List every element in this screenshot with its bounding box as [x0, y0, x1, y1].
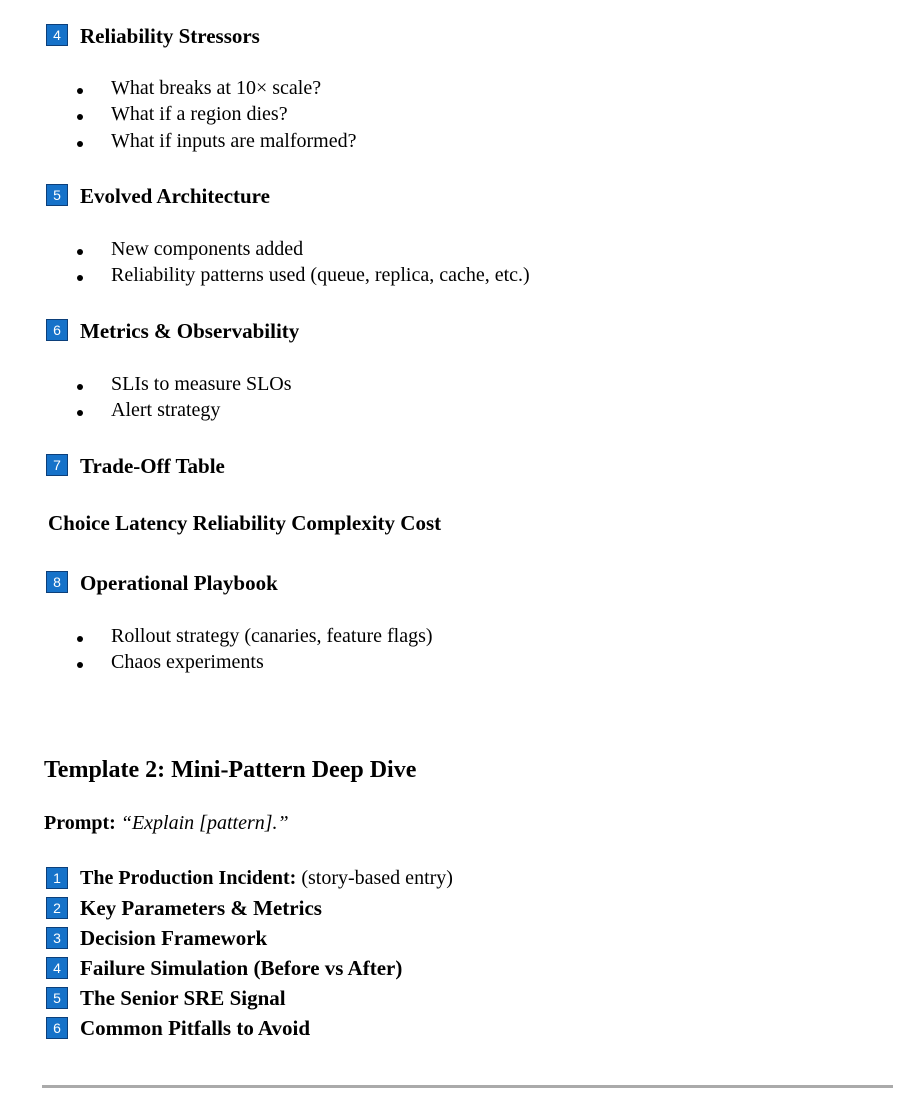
item-title: The Production Incident:	[80, 867, 297, 889]
bullet-icon	[77, 249, 83, 255]
list-item: Common Pitfalls to Avoid	[80, 1016, 311, 1040]
list-item: Key Parameters & Metrics	[80, 896, 322, 920]
number-badge: 5	[46, 987, 68, 1009]
number-badge: 4	[46, 957, 68, 979]
prompt-text: “Explain [pattern].”	[120, 812, 289, 834]
list-item: Rollout strategy (canaries, feature flags)	[111, 625, 433, 647]
list-item: The Senior SRE Signal	[80, 986, 286, 1010]
number-badge: 6	[46, 1017, 68, 1039]
number-badge: 2	[46, 897, 68, 919]
bullet-icon	[77, 636, 83, 642]
number-badge: 4	[46, 24, 68, 46]
prompt-label: Prompt:	[44, 812, 116, 834]
bullet-icon	[77, 114, 83, 120]
bullet-icon	[77, 662, 83, 668]
item-note: (story-based entry)	[301, 867, 453, 889]
prompt-line	[44, 811, 289, 835]
list-item: Decision Framework	[80, 926, 268, 950]
section-heading: Operational Playbook	[80, 571, 278, 595]
list-item: SLIs to measure SLOs	[111, 373, 292, 395]
list-item: Failure Simulation (Before vs After)	[80, 956, 403, 980]
bullet-icon	[77, 384, 83, 390]
list-item: Chaos experiments	[111, 651, 264, 673]
number-badge: 5	[46, 184, 68, 206]
bullet-icon	[77, 88, 83, 94]
bullet-icon	[77, 275, 83, 281]
number-badge: 1	[46, 867, 68, 889]
section-heading: Evolved Architecture	[80, 184, 270, 208]
number-badge: 8	[46, 571, 68, 593]
list-item: What if inputs are malformed?	[111, 130, 357, 152]
template-title: Template 2: Mini-Pattern Deep Dive	[44, 757, 417, 783]
bullet-icon	[77, 141, 83, 147]
tradeoff-table-header: Choice Latency Reliability Complexity Cost	[48, 511, 442, 535]
section-heading: Trade-Off Table	[80, 454, 225, 478]
list-item: New components added	[111, 238, 304, 260]
section-heading: Reliability Stressors	[80, 24, 260, 48]
section-heading: Metrics & Observability	[80, 319, 300, 343]
list-item: What breaks at 10× scale?	[111, 77, 322, 99]
number-badge: 7	[46, 454, 68, 476]
list-item	[80, 866, 453, 890]
list-item: What if a region dies?	[111, 103, 288, 125]
bullet-icon	[77, 410, 83, 416]
number-badge: 6	[46, 319, 68, 341]
list-item: Alert strategy	[111, 399, 221, 421]
list-item: Reliability patterns used (queue, replica, cache, etc.)	[111, 264, 530, 286]
horizontal-rule	[42, 1085, 893, 1088]
number-badge: 3	[46, 927, 68, 949]
